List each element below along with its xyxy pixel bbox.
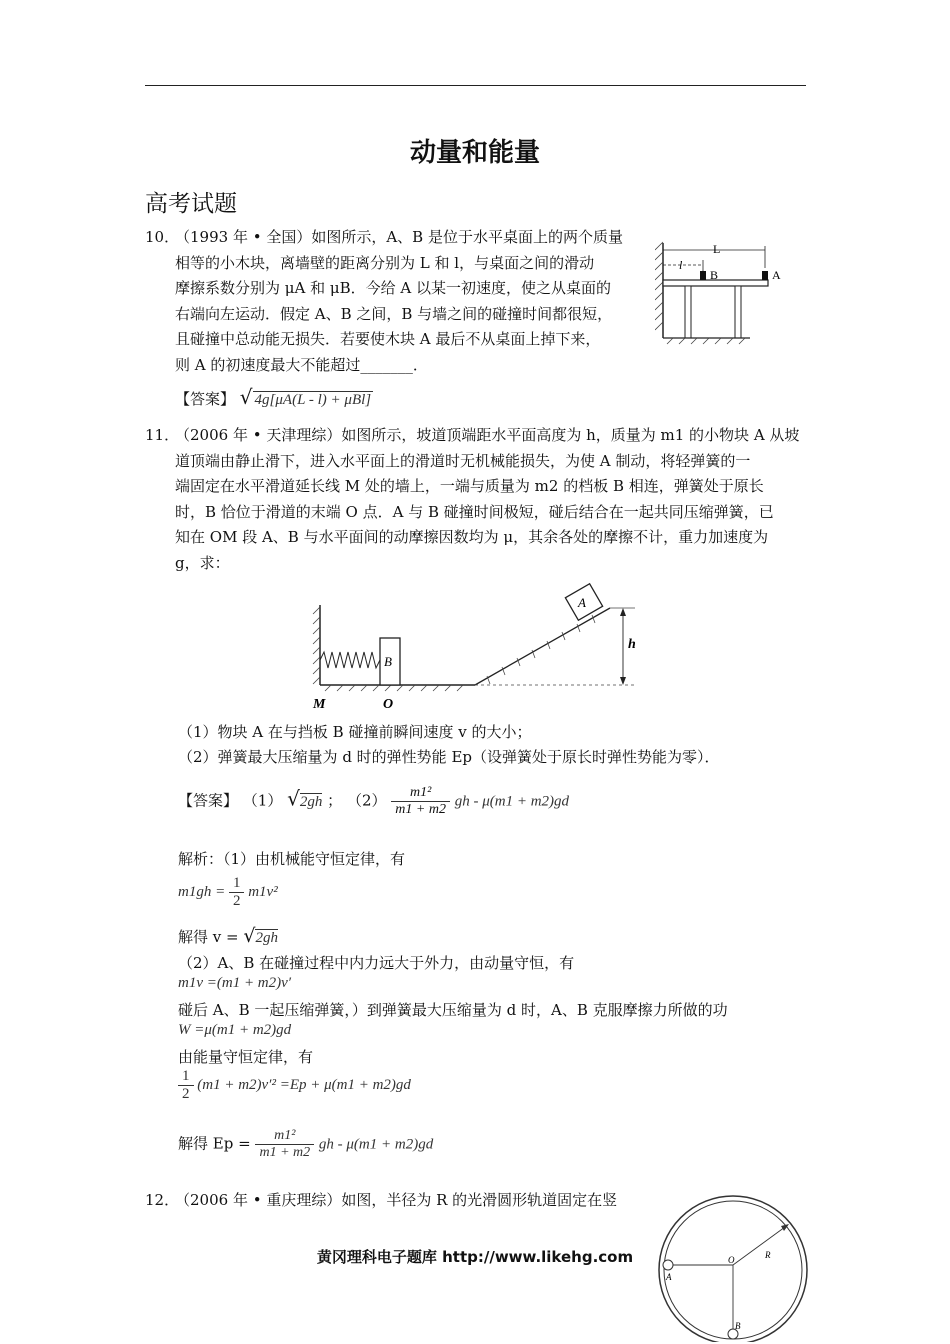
q11-line: （2006 年 • 天津理综）如图所示，坡道顶端距水平面高度为 h，质量为 m1 的小物块 A 从坡 <box>175 426 800 444</box>
fraction-denominator: m1 + m2 <box>395 802 446 817</box>
page-title: 动量和能量 <box>409 138 540 168</box>
solution-eq1 <box>178 875 278 910</box>
q12-number: 12． <box>145 1191 180 1209</box>
label-B: B <box>710 268 719 282</box>
label-O: O <box>728 1255 735 1265</box>
fraction-numerator: 1 <box>229 875 245 893</box>
solution-line: 由能量守恒定律，有 <box>178 1048 314 1066</box>
answer-label: 【答案】 <box>178 791 239 810</box>
fraction-numerator: 1 <box>178 1068 194 1086</box>
answer-label: 【答案】 <box>175 390 236 408</box>
solve-label: 解得 v = <box>178 928 239 946</box>
label-B: B <box>735 1321 741 1331</box>
solution-eq2: m1v =(m1 + m2)v′ <box>178 975 292 991</box>
q11-line: 道顶端由静止滑下，进入水平面上的滑道时无机械能损失，为使 A 制动，将轻弹簧的一 <box>175 451 751 470</box>
block-a <box>762 271 768 280</box>
q11-line: 端固定在水平滑道延长线 M 处的墙上，一端与质量为 m2 的档板 B 相连，弹簧处于原长 <box>175 477 764 495</box>
ep-tail: gh - μ(m1 + m2)gd <box>318 1136 434 1153</box>
solve-label: 解得 Ep = <box>178 1134 251 1153</box>
fraction-denominator: m1 + m2 <box>259 1145 311 1160</box>
label-h: h <box>628 637 636 652</box>
fraction-denominator: 2 <box>182 1086 190 1102</box>
fraction-denominator: 2 <box>232 893 241 909</box>
q11-figure <box>305 580 650 715</box>
ep-fraction <box>255 1128 314 1161</box>
q11-line: 时，B 恰位于滑道的末端 O 点．A 与 B 碰撞时间极短，碰后结合在一起共同压缩弹簧，已 <box>175 502 774 521</box>
solution-eq3: W =μ(m1 + m2)gd <box>178 1022 292 1038</box>
page-footer: 黄冈理科电子题库 http://www.likehg.com <box>316 1248 634 1266</box>
label-A: A <box>772 268 781 282</box>
q12-text: （2006 年 • 重庆理综）如图，半径为 R 的光滑圆形轨道固定在竖 <box>175 1191 618 1209</box>
q10-line: 右端向左运动．假定 A、B 之间，B 与墙之间的碰撞时间都很短， <box>175 304 613 323</box>
eq1-left: m1gh = <box>178 883 226 900</box>
label-B: B <box>384 654 392 669</box>
answer-part1-expr: 2gh <box>299 793 323 810</box>
q10-figure <box>655 238 790 348</box>
answer-part2-fraction <box>391 785 450 818</box>
header-rule <box>145 85 806 86</box>
label-L: L <box>713 242 721 256</box>
label-A: A <box>666 1272 672 1282</box>
q10-line: 相等的小木块，离墙壁的距离分别为 L 和 l，与桌面之间的滑动 <box>175 253 595 272</box>
q11-number: 11． <box>145 426 180 444</box>
solution-v: 解得 v = √2gh <box>178 925 278 947</box>
q11-answer: 【答案】 （1） √2gh ； （2） $\frac{\text{m1²}}{m1 + m2}$ gh - μ(m1 + m2)gd <box>178 785 570 817</box>
q11-text <box>175 423 815 576</box>
q10-number: 10． <box>145 228 180 246</box>
solution-eq4 <box>178 1068 411 1103</box>
answer-part2-label: （2） <box>346 791 387 810</box>
eq1-right: m1v² <box>248 883 278 900</box>
q11-sub2: （2）弹簧最大压缩量为 d 时的弹性势能 Ep（设弹簧处于原长时弹性势能为零）． <box>178 748 720 766</box>
solution-line: 解析：（1）由机械能守恒定律，有 <box>178 850 406 868</box>
solve-expr: 2gh <box>255 930 278 946</box>
label-R: R <box>765 1250 771 1260</box>
q10-answer-expr: 4g[μA(L - l) + μBl] <box>254 392 372 408</box>
eq1-fraction <box>229 875 245 910</box>
q12-figure <box>655 1192 815 1342</box>
solution-line: （2）A、B 在碰撞过程中内力远大于外力，由动量守恒，有 <box>178 954 575 972</box>
fraction-numerator: m1² <box>391 785 450 802</box>
eq4-right: (m1 + m2)v′² =Ep + μ(m1 + m2)gd <box>197 1076 411 1093</box>
q10-text <box>175 225 655 378</box>
label-O: O <box>383 697 394 712</box>
q11-line: 知在 OM 段 A、B 与水平面间的动摩擦因数均为 μ，其余各处的摩擦不计，重力加速度为 <box>175 528 769 546</box>
label-l: l <box>679 258 683 272</box>
q10-line: 且碰撞中总动能无损失．若要使木块 A 最后不从桌面上掉下来， <box>175 330 601 348</box>
block-b <box>700 271 706 280</box>
answer-part2-tail: gh - μ(m1 + m2)gd <box>454 793 570 810</box>
q10-answer: 【答案】 √ 4g[μA(L - l) + μBl] <box>175 385 372 409</box>
answer-part1-label: （1） <box>242 791 283 810</box>
solution-line: 碰后 A、B 一起压缩弹簧，）到弹簧最大压缩量为 d 时，A、B 克服摩擦力所做的功 <box>178 1001 728 1019</box>
q11-line: g，求： <box>175 553 230 572</box>
q11-sub1: （1）物块 A 在与挡板 B 碰撞前瞬间速度 v 的大小； <box>178 723 532 741</box>
label-M: M <box>313 697 326 712</box>
q10-line: 则 A 的初速度最大不能超过_______． <box>175 355 428 374</box>
solution-ep <box>178 1128 433 1161</box>
q10-line: 摩擦系数分别为 μA 和 μB．今给 A 以某一初速度，使之从桌面的 <box>175 279 612 297</box>
q10-line: （1993 年 • 全国）如图所示，A、B 是位于水平桌面上的两个质量 <box>175 228 623 246</box>
fraction-numerator: m1² <box>255 1128 314 1145</box>
answer-separator: ； <box>327 791 343 810</box>
section-heading: 高考试题 <box>145 191 237 217</box>
label-A: A <box>578 595 586 610</box>
eq4-fraction <box>178 1068 194 1103</box>
